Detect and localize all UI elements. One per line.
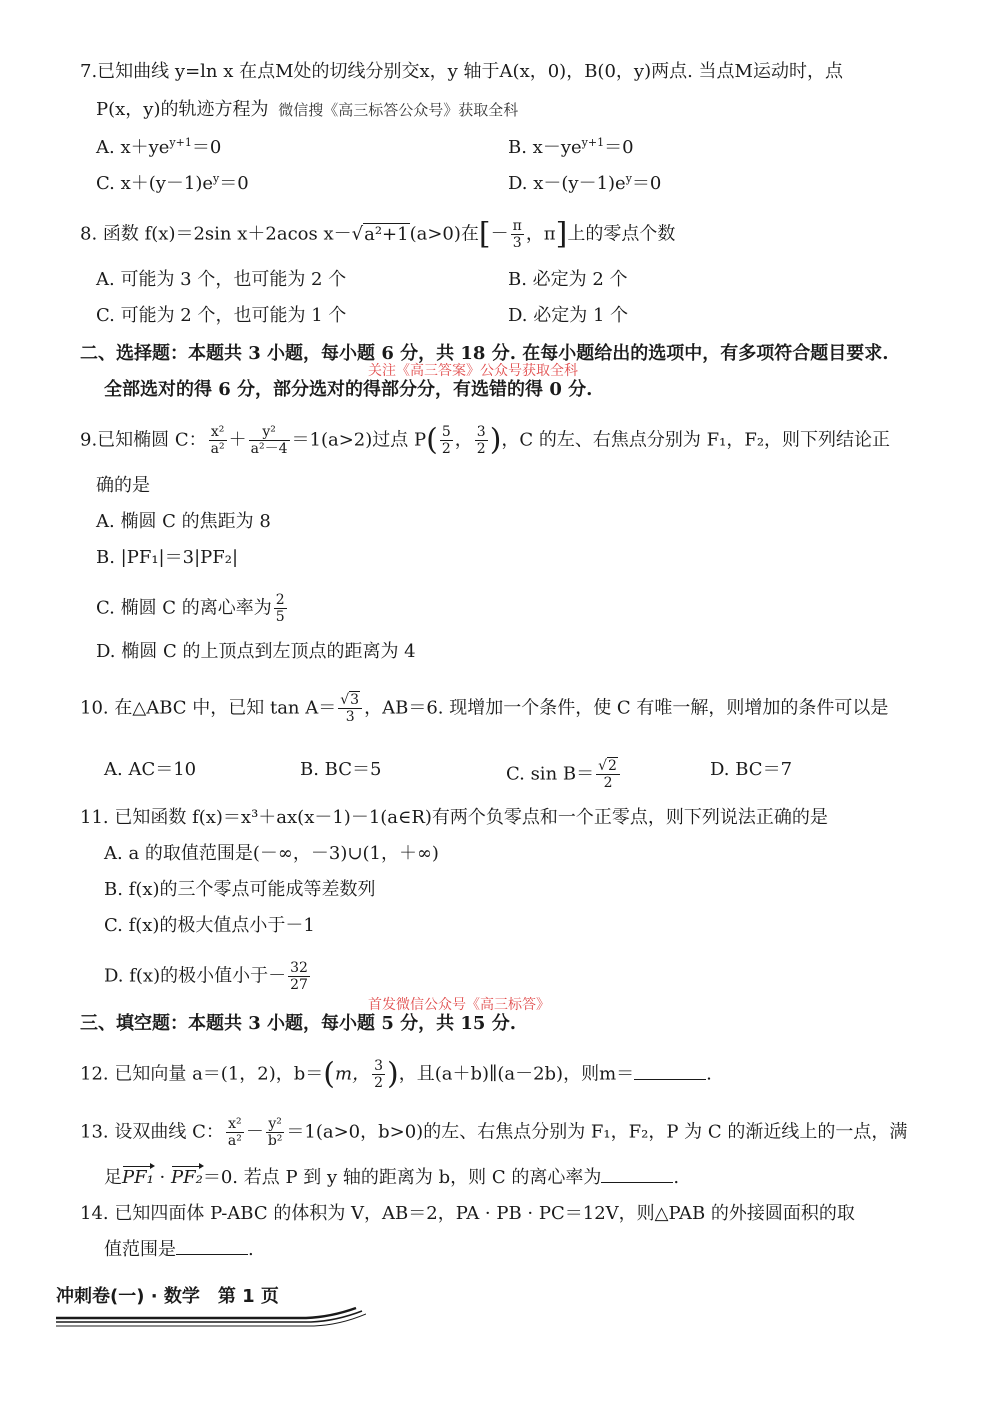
q9-option-a: A. 椭圆 C 的焦距为 8 [96, 511, 271, 532]
footer-decorative-rule [56, 1306, 366, 1328]
q8-interval-fraction: $\frac{\pi}{3}$ [512, 218, 522, 251]
q9-option-b: B. |PF₁|＝3|PF₂| [96, 547, 239, 568]
q10-tan-fraction: $\frac{√3}{3}$ [338, 692, 362, 725]
q7-option-a: A. $x+ye^{y+1}=0$ [96, 136, 222, 158]
q8-option-a: A. 可能为 3 个，也可能为 2 个 [96, 269, 347, 290]
q9-y-fraction: $\frac{\text{y²}}{\text{a²－4}}$ [250, 424, 288, 457]
q10-option-d: D. BC＝7 [710, 759, 793, 780]
q13-vector-pf1: PF₁ [122, 1167, 154, 1188]
q8-option-d: D. 必定为 1 个 [508, 305, 629, 326]
q14-stem-line1: 14. 已知四面体 P-ABC 的体积为 V，AB＝2，PA · PB · PC＝12V，则△PAB 的外接圆面积的取 [80, 1203, 855, 1224]
q10-c-fraction: $\frac{√2}{2}$ [596, 758, 620, 791]
q14-answer-blank[interactable] [176, 1240, 248, 1255]
q13-answer-blank[interactable] [601, 1168, 673, 1183]
q9-x-fraction: $\frac{\text{x²}}{\text{a²}}$ [210, 424, 225, 457]
q12-fraction: $\frac{3}{2}$ [374, 1058, 383, 1091]
section2-watermark-note: 关注《高三答案》公众号获取全科 [368, 363, 578, 379]
q11-option-d: D. f(x)的极小值小于－ $\frac{32}{27}$ [104, 960, 308, 993]
q13-y-fraction: $\frac{\text{y²}}{\text{b²}}$ [267, 1116, 283, 1149]
section2-heading-line2: 全部选对的得 6 分，部分选对的得部分分，有选错的得 0 分. [104, 379, 593, 400]
q7-option-d: D. $x-(y-1)e^y=0$ [508, 172, 662, 194]
q9-py-fraction: $\frac{3}{2}$ [476, 424, 486, 457]
q7-stem-text: P(x，y)的轨迹方程为 [96, 99, 269, 120]
q9-stem: 9.已知椭圆 C： $\frac{\text{x²}}{\text{a²}}$ ＋ $\frac{\text{y²}}{\text{a²－4}}$ ＝1(a>2)过点 P( $\frac{5}{2}$ ， $\frac{3}{2}$ )，C 的左、右焦点分别为 F₁，F₂，则下列结论正 [80, 422, 891, 458]
q11-option-c: C. f(x)的极大值点小于－1 [104, 915, 315, 936]
q9-stem-line2: 确的是 [96, 475, 150, 496]
q11-option-b: B. f(x)的三个零点可能成等差数列 [104, 879, 376, 900]
q13-vector-pf2: PF₂ [171, 1167, 203, 1188]
q8-option-b: B. 必定为 2 个 [508, 269, 628, 290]
q13-stem: 13. 设双曲线 C： $\frac{\text{x²}}{\text{a²}}$ － $\frac{\text{y²}}{\text{b²}}$ ＝1(a>0，b>0)的左、右焦点分别为 F₁，F₂，P 为 C 的渐近线上的一点，满 [80, 1116, 908, 1149]
q10-option-c: C. sin B＝ $\frac{√2}{2}$ [506, 758, 622, 791]
q7-option-b: B. $x-ye^{y+1}=0$ [508, 136, 634, 158]
section2-heading-line1: 二、选择题：本题共 3 小题，每小题 6 分，共 18 分. 在每小题给出的选项中，有多项符合题目要求. [80, 343, 889, 364]
q12-stem: 12. 已知向量 a＝(1，2)，b＝(m， $\frac{3}{2}$ )，且(a＋b)∥(a－2b)，则m＝ . [80, 1056, 712, 1092]
q11-watermark-note: 首发微信公众号《高三标答》 [368, 997, 550, 1013]
q8-sqrt-term: a²+1 [364, 223, 409, 245]
q14-stem-line2: 值范围是 . [104, 1239, 254, 1260]
q7-option-c: C. $x+(y-1)e^y=0$ [96, 172, 249, 194]
q11-option-a: A. a 的取值范围是(－∞，－3)∪(1，＋∞) [104, 843, 439, 864]
q10-option-b: B. BC＝5 [300, 759, 382, 780]
q9-option-c: C. 椭圆 C 的离心率为 $\frac{2}{5}$ [96, 592, 285, 625]
page-footer: 冲刺卷(一) · 数学 第 1 页 [56, 1286, 279, 1307]
q9-option-d: D. 椭圆 C 的上顶点到左顶点的距离为 4 [96, 641, 416, 662]
q7-stem-line1: 7.已知曲线 y=ln x 在点M处的切线分别交x，y 轴于A(x，0)，B(0，y)两点. 当点M运动时，点 [80, 61, 843, 82]
q10-stem: 10. 在△ABC 中，已知 tan A＝ $\frac{√3}{3}$ ，AB＝6. 现增加一个条件，使 C 有唯一解，则增加的条件可以是 [80, 692, 889, 725]
q7-stem-line2 [96, 98, 518, 122]
q12-answer-blank[interactable] [634, 1065, 706, 1080]
section3-heading: 三、填空题：本题共 3 小题，每小题 5 分，共 15 分. [80, 1013, 516, 1034]
q10-option-a: A. AC＝10 [104, 759, 197, 780]
q9-px-fraction: $\frac{5}{2}$ [441, 424, 451, 457]
q8-stem: 8. 函数 f(x)＝2sin x＋2acos x－√a²+1(a>0)在[－ $\frac{\pi}{3}$ ，π]上的零点个数 [80, 216, 676, 252]
q9-c-fraction: $\frac{2}{5}$ [275, 592, 285, 625]
q8-option-c: C. 可能为 2 个，也可能为 1 个 [96, 305, 347, 326]
q13-stem-line2: 足PF₁ · PF₂＝0. 若点 P 到 y 轴的距离为 b，则 C 的离心率为 . [104, 1167, 680, 1188]
q11-d-fraction: $\frac{32}{27}$ [290, 960, 308, 993]
q7-watermark-note: 微信搜《高三标答公众号》获取全科 [278, 101, 519, 119]
q13-x-fraction: $\frac{\text{x²}}{\text{a²}}$ [227, 1116, 242, 1149]
q11-stem: 11. 已知函数 f(x)＝x³＋ax(x－1)－1(a∈R)有两个负零点和一个正零点，则下列说法正确的是 [80, 807, 828, 828]
